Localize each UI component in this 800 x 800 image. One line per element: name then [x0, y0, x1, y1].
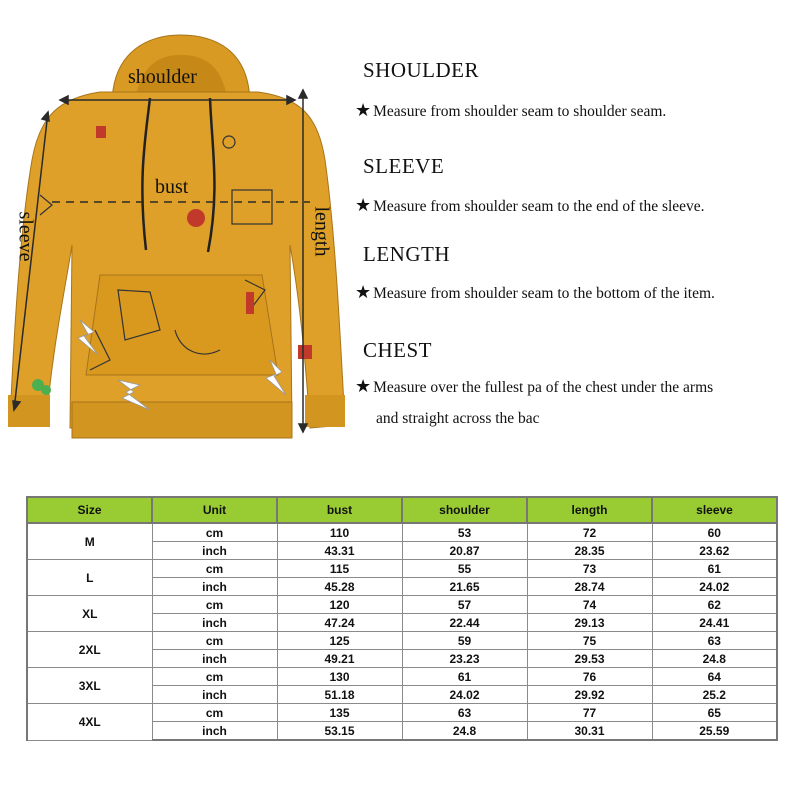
- unit-cell: cm: [152, 560, 277, 578]
- sleeve-label: sleeve: [14, 211, 37, 262]
- size-cell: 2XL: [27, 632, 152, 668]
- size-cell: XL: [27, 596, 152, 632]
- table-cell: 45.28: [277, 578, 402, 596]
- table-header-row: [27, 497, 777, 523]
- chest-instruction-line2: and straight across the bac: [376, 410, 540, 427]
- bust-label: bust: [155, 176, 189, 198]
- size-cell: M: [27, 523, 152, 560]
- table-cell: 23.23: [402, 650, 527, 668]
- hoodie-illustration: [0, 30, 345, 450]
- table-cell: 64: [652, 668, 777, 686]
- length-instruction: ★ Measure from shoulder seam to the bottom of the item.: [355, 282, 715, 302]
- table-cell: 61: [652, 560, 777, 578]
- table-cell: 130: [277, 668, 402, 686]
- chest-heading: CHEST: [363, 338, 433, 362]
- sleeve-heading: SLEEVE: [363, 154, 445, 178]
- table-cell: 29.53: [527, 650, 652, 668]
- table-cell: 63: [652, 632, 777, 650]
- table-cell: 53: [402, 523, 527, 542]
- chest-instruction: ★ Measure over the fullest pa of the chest under the arms: [355, 376, 714, 396]
- length-heading: LENGTH: [363, 242, 450, 266]
- length-label: length: [310, 206, 333, 257]
- table-cell: 30.31: [527, 722, 652, 741]
- table-cell: 24.02: [652, 578, 777, 596]
- table-cell: 47.24: [277, 614, 402, 632]
- table-cell: 110: [277, 523, 402, 542]
- table-cell: 20.87: [402, 542, 527, 560]
- table-row: [27, 668, 777, 686]
- unit-cell: cm: [152, 523, 277, 542]
- unit-cell: cm: [152, 704, 277, 722]
- hoodie-diagram: [0, 30, 345, 450]
- table-cell: 59: [402, 632, 527, 650]
- table-cell: 24.41: [652, 614, 777, 632]
- table-cell: 43.31: [277, 542, 402, 560]
- table-cell: 24.8: [652, 650, 777, 668]
- table-cell: 25.59: [652, 722, 777, 741]
- table-cell: 23.62: [652, 542, 777, 560]
- table-cell: 65: [652, 704, 777, 722]
- table-cell: 28.74: [527, 578, 652, 596]
- table-cell: 125: [277, 632, 402, 650]
- table-cell: 73: [527, 560, 652, 578]
- sleeve-instruction: ★ Measure from shoulder seam to the end of the sleeve.: [355, 195, 705, 215]
- table-cell: 29.13: [527, 614, 652, 632]
- header-bust: bust: [277, 497, 402, 523]
- table-cell: 62: [652, 596, 777, 614]
- size-cell: 4XL: [27, 704, 152, 741]
- shoulder-instruction: ★ Measure from shoulder seam to shoulder seam.: [355, 100, 667, 120]
- table-cell: 61: [402, 668, 527, 686]
- table-cell: 60: [652, 523, 777, 542]
- table-row: [27, 523, 777, 542]
- unit-cell: inch: [152, 722, 277, 741]
- star-icon: ★: [355, 376, 372, 396]
- header-shoulder: shoulder: [402, 497, 527, 523]
- header-length: length: [527, 497, 652, 523]
- table-cell: 49.21: [277, 650, 402, 668]
- table-cell: 29.92: [527, 686, 652, 704]
- star-icon: ★: [355, 282, 372, 302]
- table-cell: 28.35: [527, 542, 652, 560]
- header-size: Size: [27, 497, 152, 523]
- table-cell: 53.15: [277, 722, 402, 741]
- table-cell: 115: [277, 560, 402, 578]
- table-cell: 24.8: [402, 722, 527, 741]
- table-row: [27, 560, 777, 578]
- star-icon: ★: [355, 195, 372, 215]
- unit-cell: inch: [152, 650, 277, 668]
- header-unit: Unit: [152, 497, 277, 523]
- unit-cell: cm: [152, 632, 277, 650]
- table-row: [27, 632, 777, 650]
- header-sleeve: sleeve: [652, 497, 777, 523]
- table-row: [27, 704, 777, 722]
- table-cell: 135: [277, 704, 402, 722]
- size-cell: L: [27, 560, 152, 596]
- unit-cell: inch: [152, 686, 277, 704]
- table-cell: 75: [527, 632, 652, 650]
- star-icon: ★: [355, 100, 372, 120]
- table-cell: 21.65: [402, 578, 527, 596]
- table-cell: 76: [527, 668, 652, 686]
- size-chart-table: [26, 496, 778, 741]
- table-cell: 24.02: [402, 686, 527, 704]
- table-cell: 77: [527, 704, 652, 722]
- unit-cell: inch: [152, 614, 277, 632]
- table-cell: 120: [277, 596, 402, 614]
- unit-cell: inch: [152, 578, 277, 596]
- unit-cell: cm: [152, 596, 277, 614]
- shoulder-heading: SHOULDER: [363, 58, 480, 82]
- table-cell: 51.18: [277, 686, 402, 704]
- size-cell: 3XL: [27, 668, 152, 704]
- table-cell: 22.44: [402, 614, 527, 632]
- unit-cell: inch: [152, 542, 277, 560]
- table-cell: 63: [402, 704, 527, 722]
- table-cell: 72: [527, 523, 652, 542]
- table-cell: 55: [402, 560, 527, 578]
- shoulder-label: shoulder: [128, 66, 197, 88]
- table-cell: 25.2: [652, 686, 777, 704]
- table-cell: 57: [402, 596, 527, 614]
- unit-cell: cm: [152, 668, 277, 686]
- table-row: [27, 596, 777, 614]
- table-cell: 74: [527, 596, 652, 614]
